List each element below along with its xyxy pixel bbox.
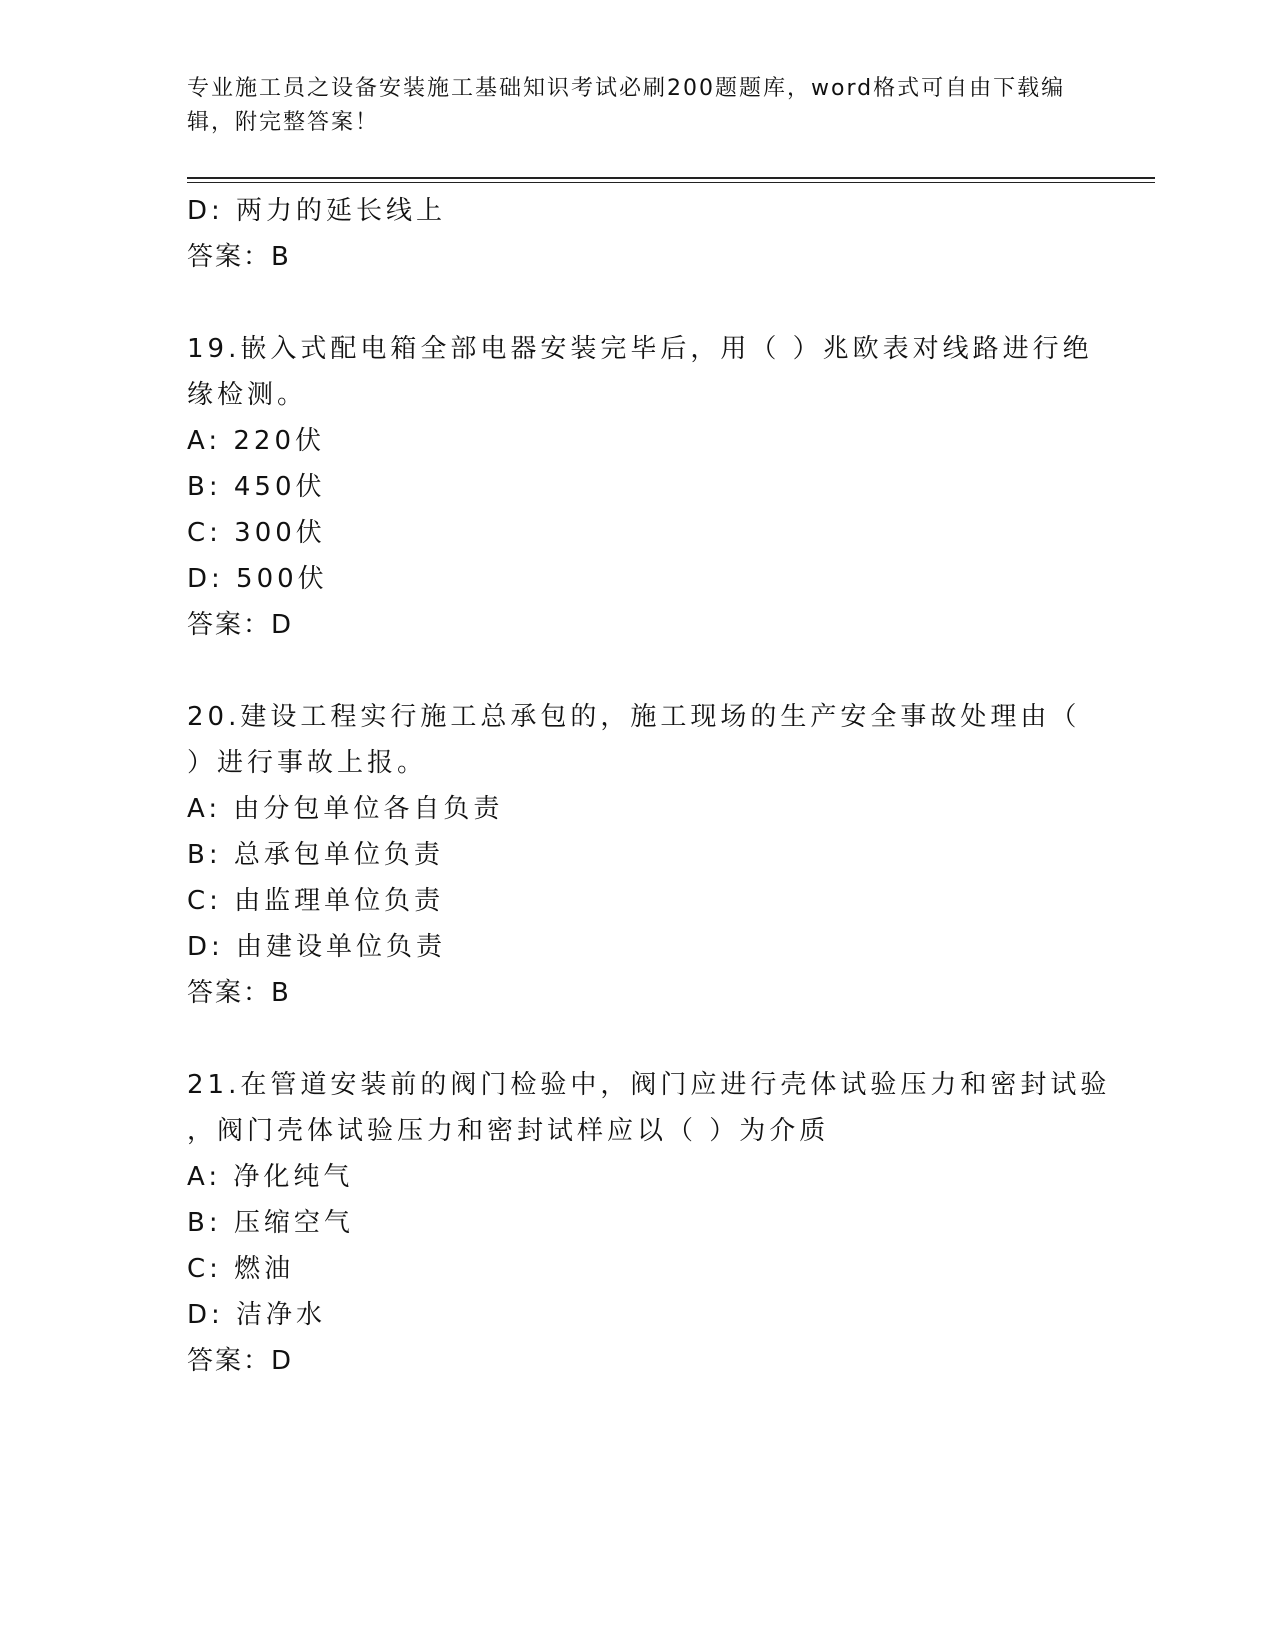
document-header <box>187 72 1067 140</box>
option-d: D: 由建设单位负责 <box>187 932 447 962</box>
option-b: B: 450伏 <box>187 472 326 502</box>
option-d: D: 两力的延长线上 <box>187 196 447 226</box>
header-title: 专业施工员之设备安装施工基础知识考试必刷200题题库，word格式可自由下载编辑，附完整答案！ <box>187 76 1066 135</box>
option-b: B: 总承包单位负责 <box>187 840 444 870</box>
option-a: A: 220伏 <box>187 426 325 456</box>
question-stem-continued: ）进行事故上报。 <box>187 748 428 778</box>
question-19 <box>187 326 1093 648</box>
option-b: B: 压缩空气 <box>187 1208 354 1238</box>
header-divider-thin <box>187 182 1155 183</box>
question-list <box>187 188 1111 1384</box>
question-stem-continued: ，阀门壳体试验压力和密封试样应以（ ）为介质 <box>187 1116 830 1146</box>
question-stem: 19.嵌入式配电箱全部电器安装完毕后，用（ ）兆欧表对线路进行绝 <box>187 334 1093 364</box>
answer-line: 答案：B <box>187 978 291 1008</box>
answer-line: 答案：D <box>187 1346 294 1376</box>
header-divider-thick <box>187 177 1155 179</box>
question-21 <box>187 1062 1111 1384</box>
question-stem: 20.建设工程实行施工总承包的，施工现场的生产安全事故处理由（ <box>187 702 1081 732</box>
option-c: C: 300伏 <box>187 518 326 548</box>
option-c: C: 燃油 <box>187 1254 295 1284</box>
option-a: A: 由分包单位各自负责 <box>187 794 504 824</box>
question-stem-continued: 缘检测。 <box>187 380 308 410</box>
previous-question-tail <box>187 188 1087 280</box>
option-d: D: 500伏 <box>187 564 328 594</box>
answer-line: 答案：D <box>187 610 294 640</box>
option-a: A: 净化纯气 <box>187 1162 354 1192</box>
answer-line: 答案：B <box>187 242 291 272</box>
option-c: C: 由监理单位负责 <box>187 886 445 916</box>
question-20 <box>187 694 1087 1016</box>
option-d: D: 洁净水 <box>187 1300 327 1330</box>
question-stem: 21.在管道安装前的阀门检验中，阀门应进行壳体试验压力和密封试验 <box>187 1070 1111 1100</box>
